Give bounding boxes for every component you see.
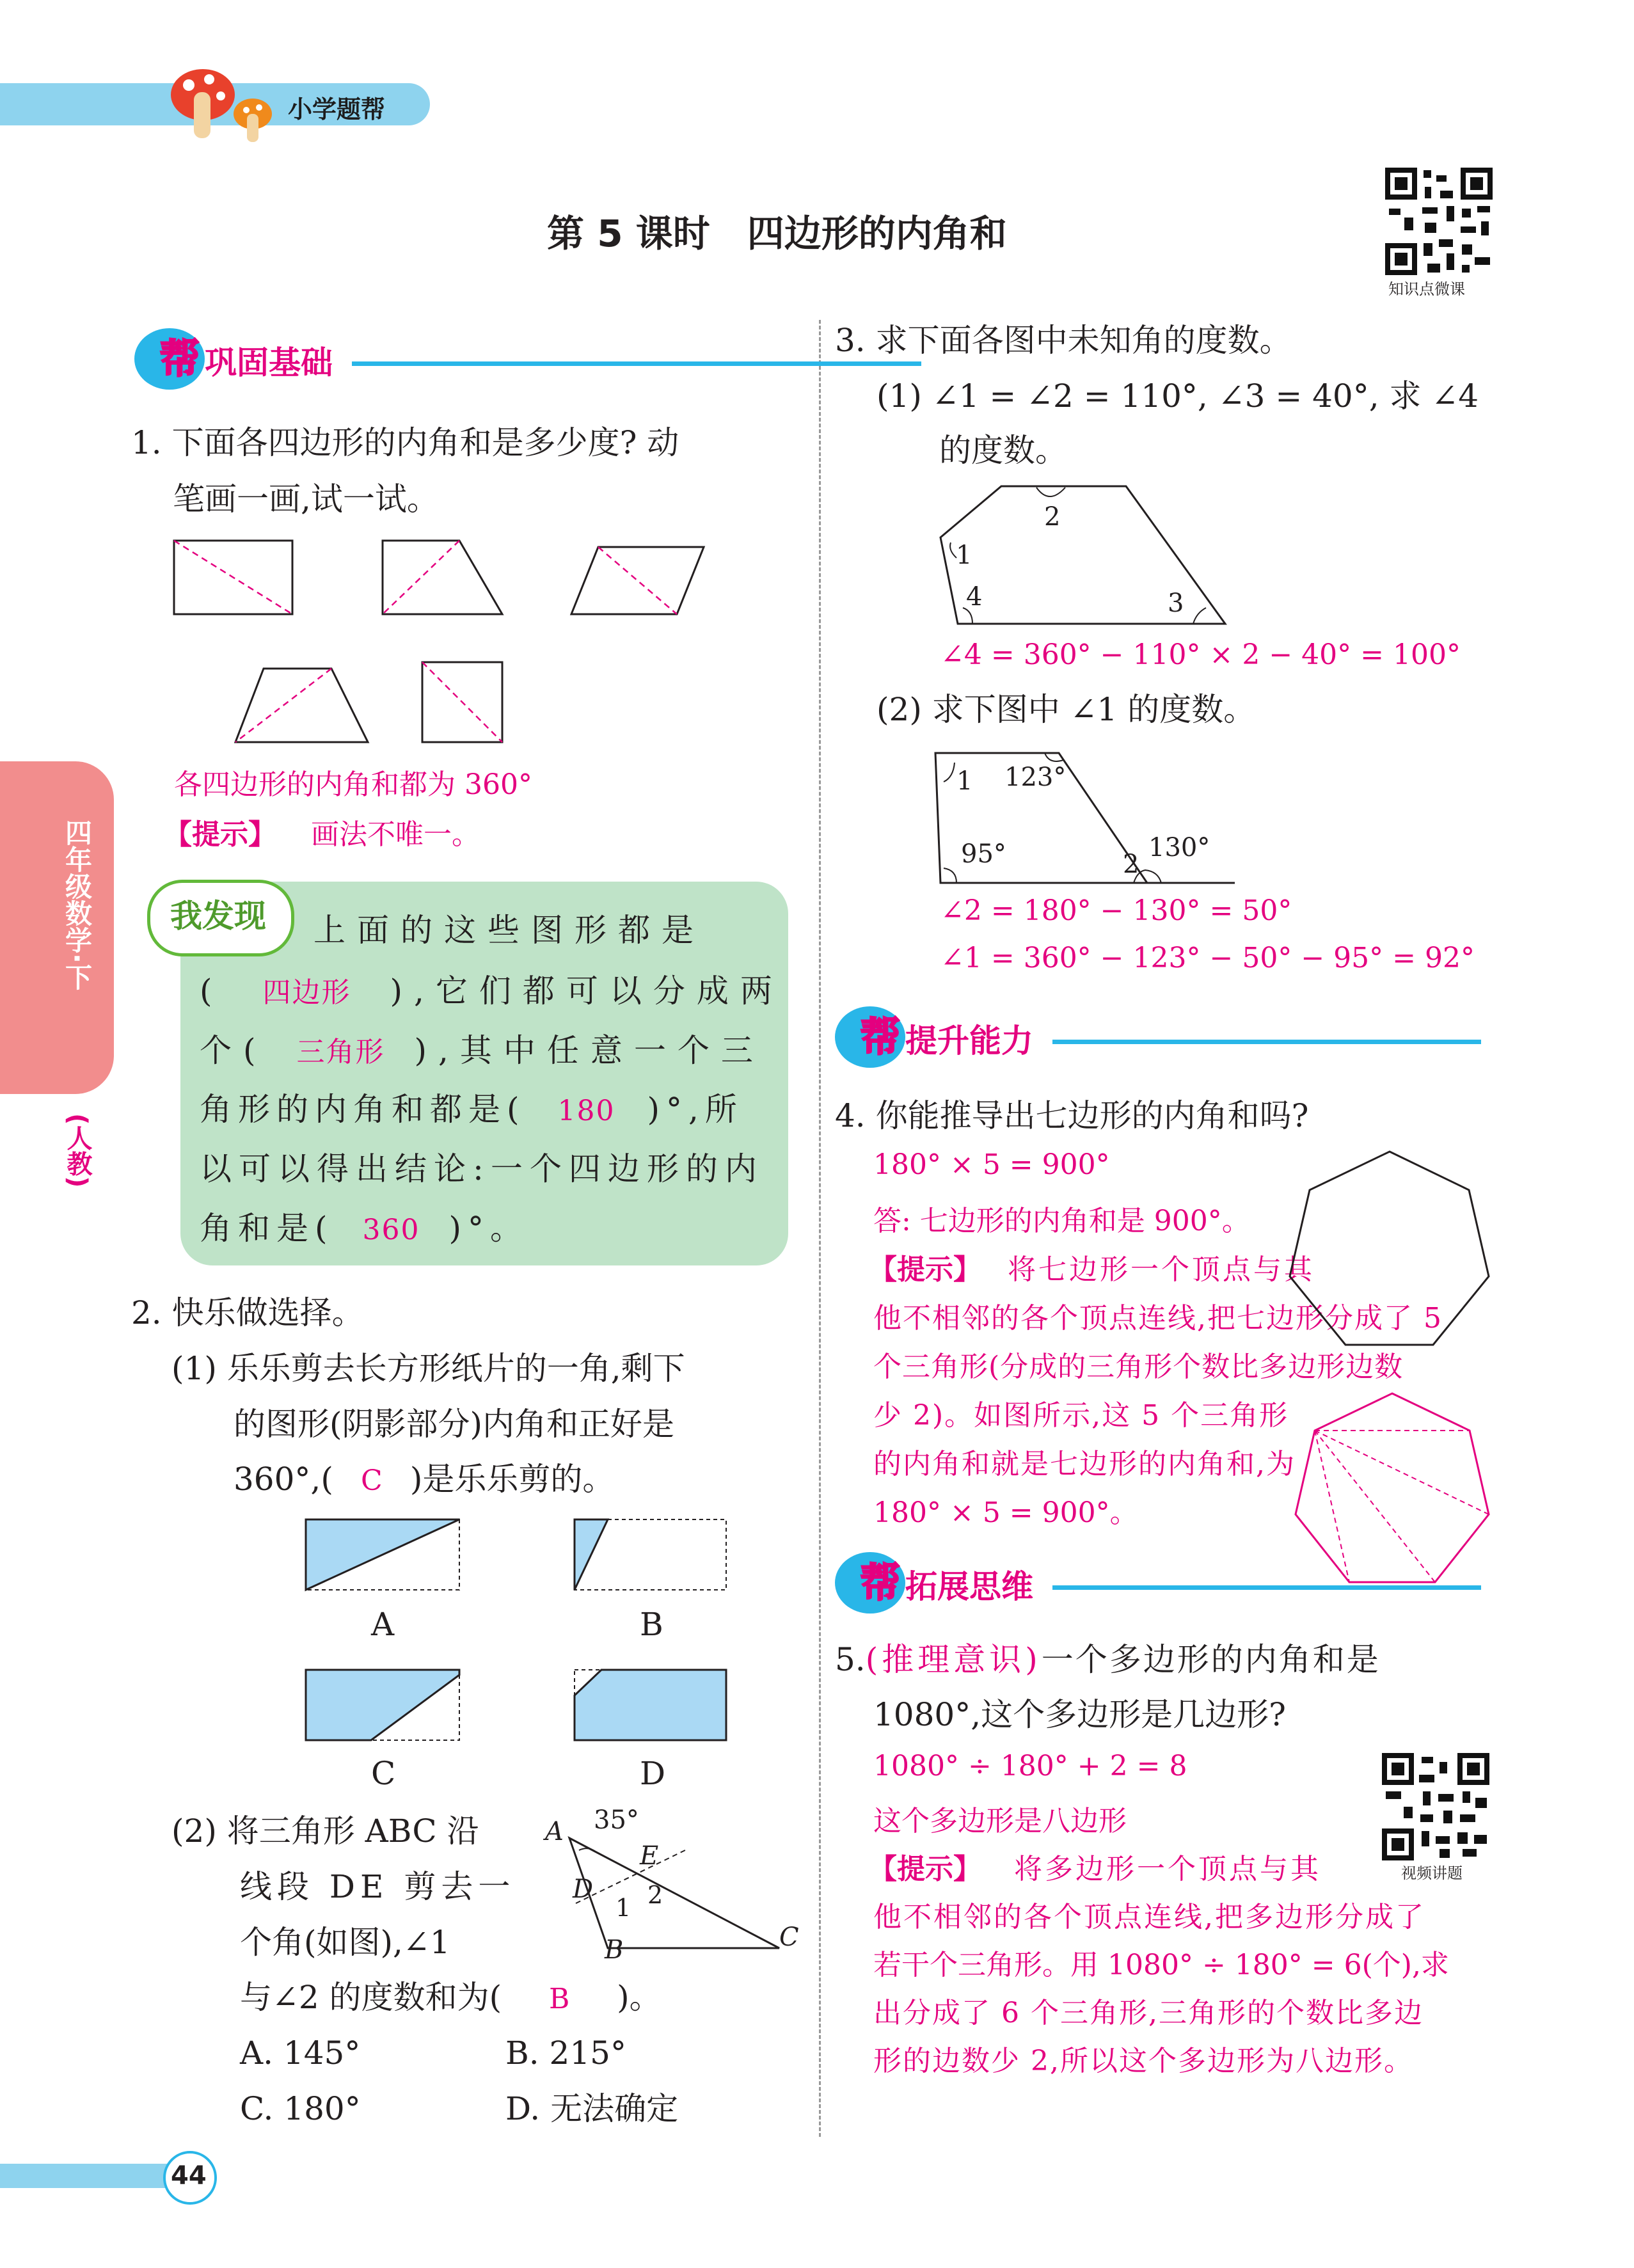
q2-option-c: C. 180°	[240, 2090, 361, 2127]
q5-hint-1: 将多边形一个顶点与其	[1014, 1853, 1321, 1885]
q3-fig2-123: 123°	[1004, 763, 1067, 792]
q2-p2-line1: (2) 将三角形 ABC 沿	[171, 1812, 479, 1850]
section-bang-icon: 帮	[861, 1013, 901, 1060]
page-title: 第 5 课时 四边形的内角和	[547, 212, 1007, 255]
q5-line1: 5.(推理意识)一个多边形的内角和是	[835, 1641, 1381, 1678]
q2-p2-line2: 线段 DE 剪去一	[240, 1868, 516, 1905]
q3-p1-line2: 的度数。	[939, 432, 1067, 469]
q2-p2-line4: 与∠2 的度数和为( B )。	[240, 1969, 662, 2027]
q3-fig2-130: 130°	[1148, 833, 1210, 862]
q3-p1-line1: (1) ∠1 = ∠2 = 110°, ∠3 = 40°, 求 ∠4	[876, 377, 1479, 415]
option-d-label: D	[640, 1755, 666, 1792]
q2-option-a: A. 145°	[240, 2034, 361, 2072]
discover-line6: 角和是( 360 )°。	[200, 1200, 528, 1258]
brand-name: 小学题帮	[288, 95, 386, 123]
q2-fig-e: E	[640, 1841, 659, 1871]
q3-p2-answer2: ∠1 = 360° − 123° − 50° − 95° = 92°	[940, 942, 1475, 974]
section-title: 拓展思维	[905, 1568, 1033, 1605]
section-bang-icon: 帮	[160, 335, 200, 382]
q3-fig2-one: 1	[956, 766, 973, 796]
qr-code-video-icon	[1382, 1753, 1489, 1860]
q4-hint-4: 少 2)。如图所示,这 5 个三角形	[873, 1399, 1289, 1432]
discover-line1: 上面的这些图形都是	[313, 912, 705, 949]
q4-hint-3: 个三角形(分成的三角形个数比多边形边数	[873, 1351, 1404, 1383]
q5-hint-5: 形的边数少 2,所以这个多边形为八边形。	[873, 2045, 1413, 2077]
q2-p1-line3: 360°,( C )是乐乐剪的。	[234, 1451, 614, 1509]
heptagon-outline	[1290, 1152, 1489, 1345]
q5-hint-2: 他不相邻的各个顶点连线,把多边形分成了	[873, 1901, 1425, 1933]
q4-answer2: 答: 七边形的内角和是 900°。	[873, 1205, 1250, 1237]
side-tab-grade: 四年级数学·下	[61, 819, 93, 990]
q3-fig2-two: 2	[1123, 850, 1139, 879]
q3-p2-answer1: ∠2 = 180° − 130° = 50°	[940, 894, 1292, 927]
q1-line2: 笔画一画,试一试。	[173, 480, 439, 518]
q2-p1-line1: (1) 乐乐剪去长方形纸片的一角,剩下	[171, 1350, 685, 1387]
discover-answer-360: 360	[362, 1214, 420, 1246]
q1-answer: 各四边形的内角和都为 360°	[174, 768, 532, 801]
q3-fig2-95: 95°	[961, 839, 1006, 869]
option-b-label: B	[640, 1606, 663, 1643]
discover-line3: 个( 三角形 ),其中任意一个三	[200, 1022, 765, 1081]
q1-hint: 画法不唯一。	[311, 818, 480, 851]
section-title: 巩固基础	[205, 344, 333, 381]
q4-hint-5: 的内角和就是七边形的内角和,为	[873, 1448, 1296, 1480]
q2-fig-a: A	[545, 1817, 564, 1846]
q2-fig-d: D	[573, 1875, 594, 1904]
q1-hint-label: 【提示】	[164, 818, 276, 851]
qr-caption-top: 知识点微课	[1388, 280, 1465, 298]
q1-line1: 1. 下面各四边形的内角和是多少度? 动	[131, 424, 679, 461]
q4-title: 4. 你能推导出七边形的内角和吗?	[835, 1097, 1309, 1134]
q2-option-d: D. 无法确定	[505, 2090, 679, 2127]
option-a-label: A	[371, 1606, 395, 1643]
q3-fig1-four: 4	[966, 582, 983, 612]
section-rule	[1052, 1585, 1481, 1590]
q2-fig-b: B	[605, 1935, 624, 1965]
qr-caption-bottom: 视频讲题	[1401, 1864, 1463, 1882]
q5-hint-3: 若干个三角形。用 1080° ÷ 180° = 6(个),求	[873, 1949, 1449, 1981]
discover-answer-triangle: 三角形	[296, 1036, 385, 1068]
q2-p1-line2: 的图形(阴影部分)内角和正好是	[234, 1406, 675, 1443]
q2-p2-line3: 个角(如图),∠1	[240, 1924, 450, 1961]
section-bang-icon: 帮	[861, 1559, 901, 1606]
q5-answer2: 这个多边形是八边形	[873, 1805, 1127, 1837]
q2-fig-one: 1	[615, 1894, 631, 1922]
q3-fig1-two: 2	[1044, 502, 1061, 532]
q5-answer1: 1080° ÷ 180° + 2 = 8	[873, 1750, 1187, 1782]
q5-line2: 1080°,这个多边形是几边形?	[873, 1696, 1286, 1733]
page-number: 44	[171, 2161, 207, 2191]
q3-title: 3. 求下面各图中未知角的度数。	[835, 322, 1292, 359]
q5-tag: (推理意识)	[865, 1641, 1042, 1678]
q4-hint-1: 将七边形一个顶点与其	[1008, 1253, 1315, 1286]
q5-hint-label: 【提示】	[869, 1853, 981, 1885]
discover-line2: ( 四边形 ),它们都可以分成两	[200, 963, 784, 1021]
q2-title: 2. 快乐做选择。	[131, 1294, 364, 1331]
discover-label: 我发现	[170, 898, 266, 935]
q2-fig-two: 2	[647, 1881, 663, 1909]
q3-p1-answer: ∠4 = 360° − 110° × 2 − 40° = 100°	[940, 638, 1461, 671]
q4-hint-2: 他不相邻的各个顶点连线,把七边形分成了 5	[873, 1302, 1443, 1335]
q3-fig1-one: 1	[956, 541, 972, 570]
side-tab-edition: (人教)	[63, 1113, 92, 1188]
q2-fig-angle: 35°	[594, 1805, 639, 1835]
q2-p2-answer: B	[548, 1983, 570, 2015]
q2-p1-answer: C	[361, 1464, 383, 1497]
q4-hint-6: 180° × 5 = 900°。	[873, 1496, 1138, 1529]
q4-answer1: 180° × 5 = 900°	[873, 1148, 1110, 1181]
q2-option-b: B. 215°	[505, 2034, 626, 2072]
q3-fig1-three: 3	[1168, 589, 1184, 618]
discover-answer-180: 180	[557, 1095, 615, 1127]
discover-line5: 以可以得出结论:一个四边形的内	[200, 1150, 764, 1187]
footer-bar	[0, 2164, 186, 2188]
q3-p2-line1: (2) 求下图中 ∠1 的度数。	[876, 691, 1256, 728]
section-title: 提升能力	[905, 1022, 1033, 1059]
option-c-label: C	[371, 1755, 396, 1792]
q4-hint-label: 【提示】	[869, 1253, 981, 1286]
q2-fig-c: C	[779, 1923, 799, 1952]
discover-answer-quadrilateral: 四边形	[262, 976, 351, 1009]
q5-hint-4: 出分成了 6 个三角形,三角形的个数比多边	[873, 1997, 1424, 2029]
discover-line4: 角形的内角和都是( 180 )°,所	[200, 1081, 743, 1139]
heptagon-divided	[1296, 1393, 1489, 1582]
